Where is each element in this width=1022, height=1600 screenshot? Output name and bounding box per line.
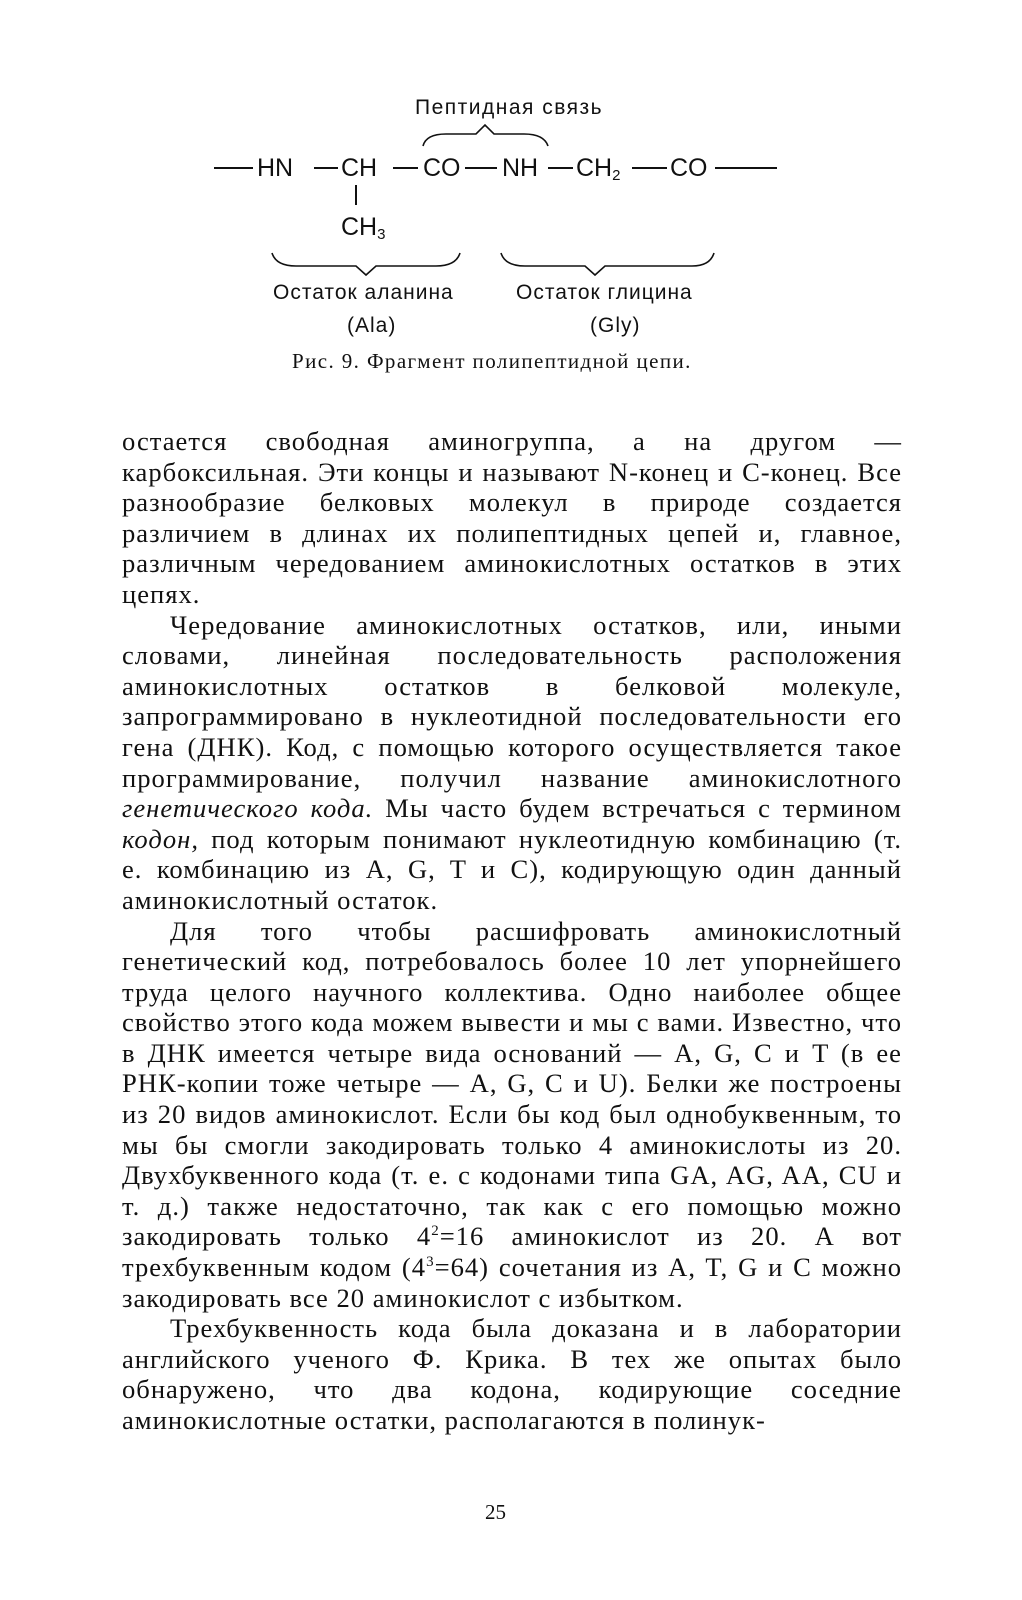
- glycine-code: (Gly): [590, 314, 641, 337]
- ch3-subscript: 3: [377, 226, 386, 243]
- figure-lines: [0, 0, 1022, 400]
- alanine-code: (Ala): [347, 314, 397, 337]
- term-genetic-code: генетического кода.: [122, 793, 374, 824]
- figure-caption: Рис. 9. Фрагмент полипептидной цепи.: [292, 349, 692, 373]
- ch2-subscript: 2: [612, 167, 621, 184]
- glycine-brace: [501, 253, 714, 275]
- alanine-brace: [272, 253, 460, 275]
- paragraph-1: остается свободная аминогруппа, а на другом — карбоксильная. Эти концы и называют N-конец и C-конец. Все разнообразие белковых молекул в природе создается различием в длинах их полипептидных цепей и, главное, различным чередованием аминокислотных остатков в этих цепях.: [122, 426, 902, 609]
- superscript-3: 3: [426, 1254, 435, 1271]
- group-ch3: $CH_3$: [341, 213, 386, 243]
- superscript-2: 2: [431, 1223, 440, 1240]
- glycine-residue-label: Остаток глицина: [516, 281, 693, 304]
- group-ch: CH: [341, 154, 378, 182]
- paragraph-2: Чередование аминокислотных остатков, или, иными словами, линейная последовательность расположения аминокислотных остатков в белковой молекуле, запрограммировано в нуклеотидной последовательности его гена (ДНК). Код, с помощью которого осуществляется такое программирование, получил название аминокислотного генетического кода. Мы часто будем встречаться с термином кодон, под которым понимают нуклеотидную комбинацию (т. е. комбинацию из A, G, T и C), кодирующую один данный аминокислотный остаток.: [122, 609, 902, 915]
- paragraph-3: Для того чтобы расшифровать аминокислотный генетический код, потребовалось более 10 лет упорнейшего труда целого научного коллектива. Одно наиболее общее свойство этого кода можем вывести и мы с вами. Известно, что в ДНК имеется четыре вида оснований — A, G, C и T (в ее РНК-копии тоже четыре — A, G, C и U). Белки же построены из 20 видов аминокислот. Если бы код был однобуквенным, то мы бы смогли закодировать только 4 аминокислоты из 20. Двухбуквенного кода (т. е. с кодонами типа GA, AG, AA, CU и т. д.) также недостаточно, так как с его помощью можно закодировать только $4^2=16$ аминокислот из 20. А вот трехбуквенным кодом $(4^3=64)$ сочетания из A, T, G и C можно закодировать все 20 аминокислот с избытком.: [122, 915, 902, 1313]
- group-ch2: $CH_2$: [576, 154, 621, 184]
- group-hn: HN: [257, 154, 294, 182]
- peptide-bond-label: Пептидная связь: [415, 96, 604, 119]
- group-nh: NH: [502, 154, 539, 182]
- peptide-bond-brace: [423, 125, 548, 146]
- page-number: 25: [485, 1500, 506, 1524]
- alanine-residue-label: Остаток аланина: [273, 281, 454, 304]
- term-codon: кодон,: [122, 823, 199, 854]
- body-text: [122, 426, 902, 1436]
- group-co-1: CO: [423, 154, 461, 182]
- paragraph-4: Трехбуквенность кода была доказана и в лаборатории английского ученого Ф. Крика. В тех же опытах было обнаружено, что два кодона, кодирующие соседние аминокислотные остатки, располагаются в полинук-: [122, 1313, 902, 1435]
- group-co-2: CO: [670, 154, 708, 182]
- peptide-figure: [0, 0, 1022, 400]
